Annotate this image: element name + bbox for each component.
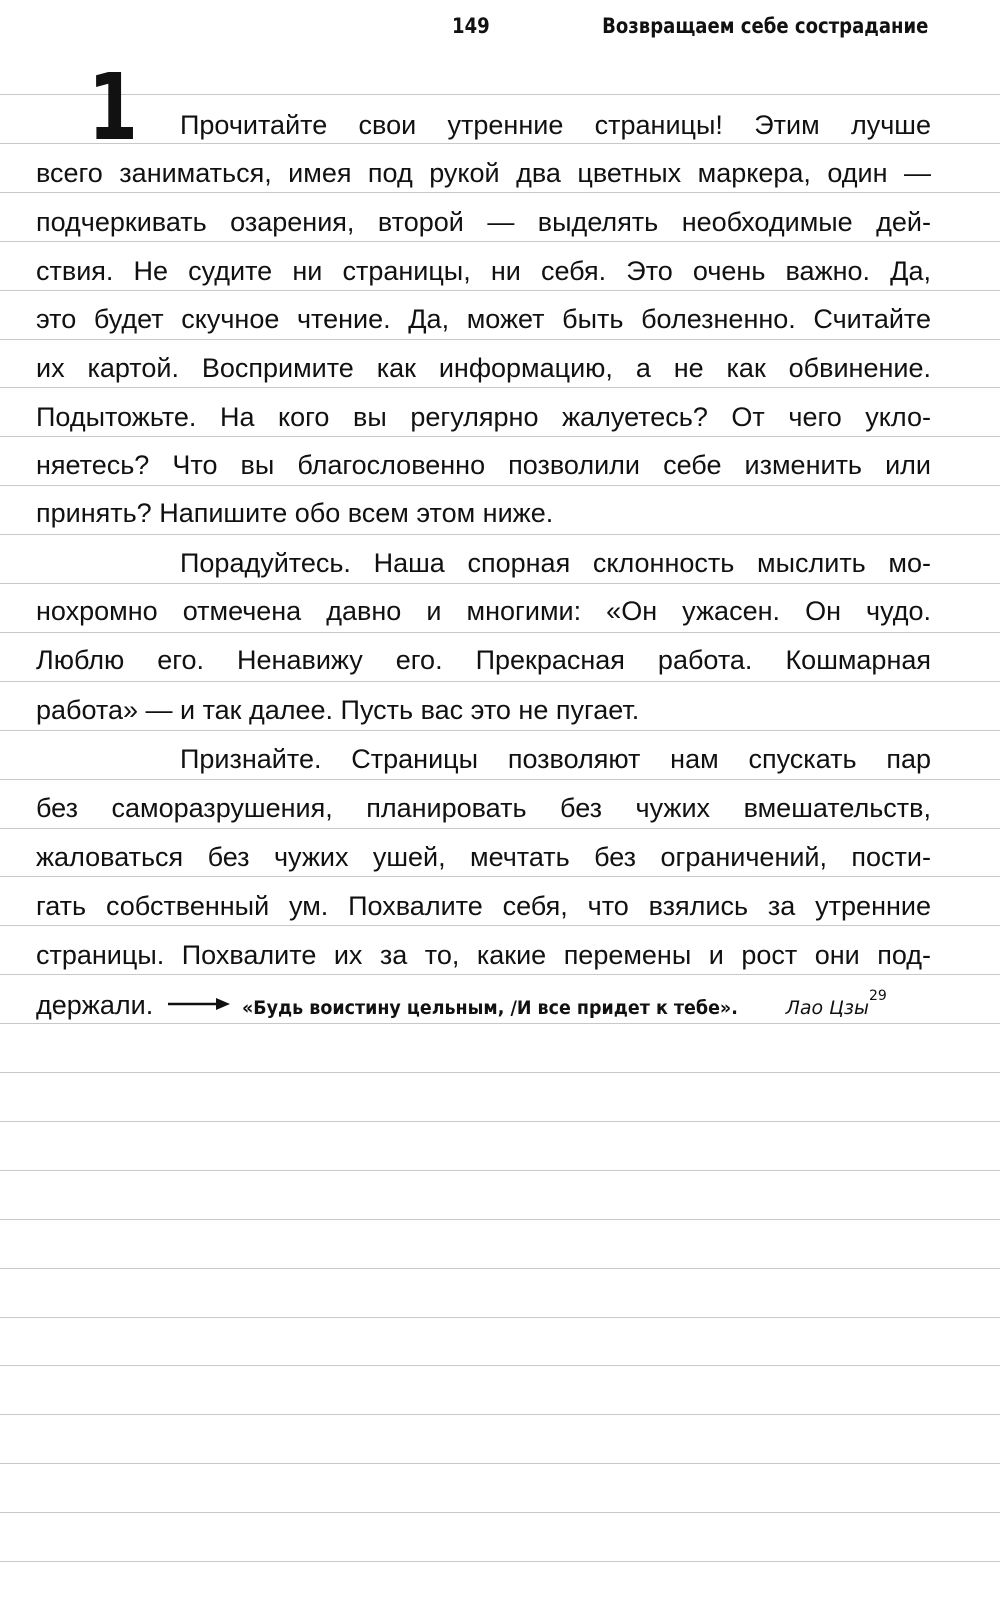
ruled-line bbox=[0, 1121, 1000, 1122]
ruled-line bbox=[0, 1170, 1000, 1171]
footnote-marker: 29 bbox=[869, 987, 887, 1004]
ruled-line bbox=[0, 1072, 1000, 1073]
text-line-end: держали. bbox=[36, 990, 154, 1020]
ruled-line bbox=[0, 583, 1000, 584]
ruled-line bbox=[0, 339, 1000, 340]
ruled-line bbox=[0, 876, 1000, 877]
text-line: страницы. Похвалите их за то, какие перемены и рост они под- bbox=[36, 940, 931, 970]
text-line: работа» — и так далее. Пусть вас это не пугает. bbox=[36, 695, 640, 725]
chapter-title: Возвращаем себе сострадание bbox=[601, 14, 928, 38]
text-line: жаловаться без чужих ушей, мечтать без ограничений, пости- bbox=[36, 842, 931, 872]
ruled-line bbox=[0, 1414, 1000, 1415]
text-line: Люблю его. Ненавижу его. Прекрасная работа. Кошмарная bbox=[36, 645, 931, 675]
text-line: принять? Напишите обо всем этом ниже. bbox=[36, 498, 554, 528]
text-line: это будет скучное чтение. Да, может быть болезненно. Считайте bbox=[36, 304, 931, 334]
text-line: подчеркивать озарения, второй — выделять необходимые дей- bbox=[36, 207, 931, 237]
ruled-line bbox=[0, 730, 1000, 731]
ruled-line bbox=[0, 1268, 1000, 1269]
ruled-line bbox=[0, 1512, 1000, 1513]
arrow-right-icon bbox=[168, 997, 230, 1016]
ruled-line bbox=[0, 974, 1000, 975]
ruled-line bbox=[0, 534, 1000, 535]
ruled-line bbox=[0, 485, 1000, 486]
ruled-line bbox=[0, 1561, 1000, 1562]
ruled-line bbox=[0, 1317, 1000, 1318]
text-line: гать собственный ум. Похвалите себя, что взялись за утренние bbox=[36, 891, 931, 921]
ruled-line bbox=[0, 436, 1000, 437]
text-line: Подытожьте. На кого вы регулярно жалуетесь? От чего укло- bbox=[36, 402, 931, 432]
ruled-line bbox=[0, 192, 1000, 193]
ruled-line bbox=[0, 1365, 1000, 1366]
text-line: Прочитайте свои утренние страницы! Этим лучше bbox=[180, 110, 931, 140]
text-line: всего заниматься, имея под рукой два цветных маркера, один — bbox=[36, 158, 931, 188]
ruled-line bbox=[0, 143, 1000, 144]
text-line: ствия. Не судите ни страницы, ни себя. Это очень важно. Да, bbox=[36, 256, 931, 286]
epigraph-quote: «Будь воистину цельным, /И все придет к тебе». bbox=[242, 997, 738, 1019]
page-number: 149 bbox=[452, 14, 490, 38]
ruled-line bbox=[0, 387, 1000, 388]
ruled-line bbox=[0, 94, 1000, 95]
ruled-line bbox=[0, 632, 1000, 633]
ruled-line bbox=[0, 241, 1000, 242]
ruled-line bbox=[0, 1463, 1000, 1464]
quote-row bbox=[36, 987, 887, 1022]
ruled-line bbox=[0, 681, 1000, 682]
ruled-line bbox=[0, 828, 1000, 829]
text-line: Признайте. Страницы позволяют нам спускать пар bbox=[180, 744, 931, 774]
text-line: няетесь? Что вы благословенно позволили себе изменить или bbox=[36, 450, 931, 480]
ruled-line bbox=[0, 290, 1000, 291]
ruled-line bbox=[0, 925, 1000, 926]
ruled-line bbox=[0, 779, 1000, 780]
text-line: нохромно отмечена давно и многими: «Он ужасен. Он чудо. bbox=[36, 596, 931, 626]
ruled-line bbox=[0, 1219, 1000, 1220]
text-line: без саморазрушения, планировать без чужих вмешательств, bbox=[36, 793, 931, 823]
text-line: их картой. Воспримите как информацию, а не как обвинение. bbox=[36, 353, 931, 383]
epigraph-author: Лао Цзы bbox=[785, 997, 870, 1019]
ruled-line bbox=[0, 1023, 1000, 1024]
exercise-number: 1 bbox=[88, 54, 138, 161]
text-line: Порадуйтесь. Наша спорная склонность мыслить мо- bbox=[180, 548, 931, 578]
